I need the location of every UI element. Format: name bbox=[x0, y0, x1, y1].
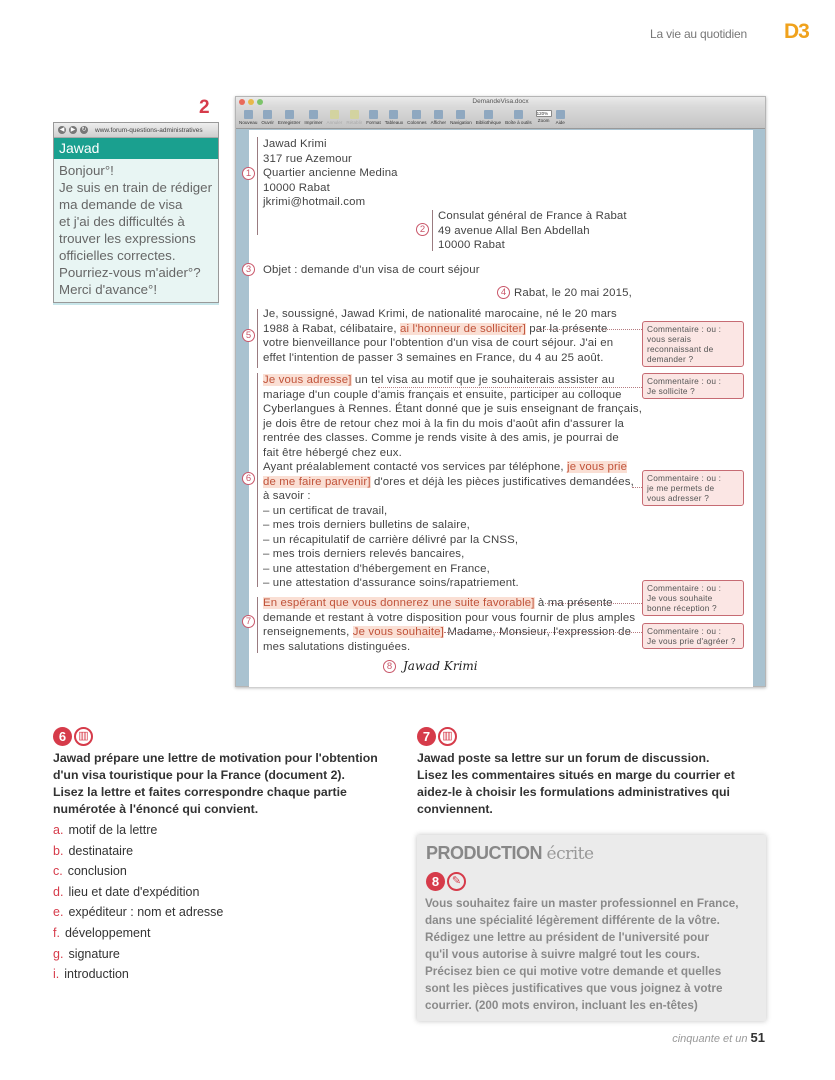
comment-line: reconnaissant de bbox=[647, 344, 714, 354]
instruction-line: conviennent. bbox=[417, 802, 493, 816]
instruction-line: Lisez la lettre et faites correspondre chaque partie bbox=[53, 785, 347, 799]
exercise-6-list bbox=[53, 823, 223, 988]
comment-connector bbox=[378, 387, 642, 388]
part-marker-5: 5 bbox=[242, 329, 255, 342]
item-letter: a. bbox=[53, 823, 64, 837]
toolbar-icon bbox=[556, 110, 565, 119]
toolbar-button-colonnes[interactable] bbox=[407, 108, 426, 128]
letter-subject: Objet : demande d'un visa de court séjour bbox=[263, 264, 480, 276]
toolbar-label: Format bbox=[366, 120, 381, 125]
toolbar-icon bbox=[484, 110, 493, 119]
message-line: et j'ai des difficultés à bbox=[59, 214, 185, 229]
item-text: expéditeur : nom et adresse bbox=[68, 905, 224, 920]
comment-bubble[interactable] bbox=[642, 321, 744, 367]
comment-line: Commentaire : ou : bbox=[647, 376, 722, 386]
toolbar-button-annuler[interactable] bbox=[327, 108, 343, 128]
letter-line: 10000 Rabat bbox=[438, 239, 505, 251]
book-icon: ▥ bbox=[74, 727, 93, 746]
exercise-7-instructions bbox=[417, 750, 735, 818]
instruction-line: aidez-le à choisir les formulations administratives qui bbox=[417, 785, 730, 799]
part-marker-2: 2 bbox=[416, 223, 429, 236]
text-segment: – une attestation d'hébergement en France, bbox=[263, 562, 490, 575]
letter-line bbox=[263, 518, 470, 533]
text-segment: par la présente bbox=[525, 322, 608, 335]
production-instructions bbox=[425, 895, 738, 1014]
toolbar-icon bbox=[369, 110, 378, 119]
toolbar-icon bbox=[456, 110, 465, 119]
text-segment: – une attestation d'assurance soins/rapatriement. bbox=[263, 577, 519, 589]
instruction-line: courrier. (200 mots environ, incluant les en-têtes) bbox=[425, 999, 698, 1012]
comment-line: Commentaire : ou : bbox=[647, 626, 722, 636]
instruction-line: sont les pièces justificatives que vous joignez à votre bbox=[425, 982, 723, 995]
toolbar-icon bbox=[330, 110, 339, 119]
text-segment: d'ores et déjà les pièces justificatives demandées, bbox=[370, 475, 634, 488]
production-box bbox=[417, 835, 766, 1021]
comment-bubble[interactable] bbox=[642, 373, 744, 399]
comment-line: Je vous prie d'agréer ? bbox=[647, 636, 736, 646]
text-segment: Cyberlangues à Rennes. Étant donné que je suis enseignant de français, bbox=[263, 403, 643, 415]
comment-line: vous adresser ? bbox=[647, 493, 710, 503]
item-text: lieu et date d'expédition bbox=[68, 884, 200, 899]
text-segment: mariage d'un couple d'amis français et ensuite, participer au colloque bbox=[263, 388, 622, 401]
url-field[interactable]: www.forum-questions-administratives bbox=[95, 126, 203, 134]
text-segment: Ayant préalablement contacté vos services par téléphone, bbox=[263, 461, 568, 473]
message-line: officielles correctes. bbox=[59, 248, 176, 263]
toolbar-label: Colonnes bbox=[407, 120, 427, 125]
book-icon: ▥ bbox=[438, 727, 457, 746]
text-segment: effet l'intention de passer 3 semaines en France, du 4 au 25 août. bbox=[263, 351, 604, 364]
highlighted-phrase: de me faire parvenir ] bbox=[263, 476, 371, 488]
production-subtitle: écrite bbox=[546, 844, 594, 864]
toolbar-button-imprimer[interactable] bbox=[304, 108, 322, 128]
comment-connector bbox=[545, 603, 642, 604]
toolbar-button-tableaux[interactable] bbox=[385, 108, 403, 128]
toolbar-label: Aide bbox=[555, 120, 565, 125]
message-line: trouver les expressions bbox=[59, 231, 196, 246]
text-segment: Madame, Monsieur, l'expression de bbox=[444, 626, 632, 638]
item-letter: f. bbox=[53, 925, 60, 940]
toolbar-button-zoom[interactable] bbox=[536, 108, 552, 128]
part-marker-4: 4 bbox=[497, 286, 510, 299]
toolbar-button-navigation[interactable] bbox=[450, 108, 472, 128]
list-item bbox=[53, 823, 223, 844]
text-segment: à savoir : bbox=[263, 490, 311, 502]
instruction-line: Précisez bien ce qui motive votre demande et quelles bbox=[425, 965, 722, 978]
instruction-line: dans une spécialité légèrement différente de la vôtre. bbox=[425, 914, 720, 927]
toolbar-label: Ouvrir bbox=[261, 120, 274, 125]
toolbar-button-boîte-à-outils[interactable] bbox=[505, 108, 532, 128]
item-letter: c. bbox=[53, 864, 63, 879]
letter-line bbox=[263, 576, 519, 591]
text-segment: un tel visa au motif que je souhaiterais assister au bbox=[351, 374, 615, 386]
letter-line: 49 avenue Allal Ben Abdellah bbox=[438, 224, 590, 237]
comment-line: Je sollicite ? bbox=[647, 386, 695, 396]
page-footer bbox=[672, 1030, 765, 1045]
item-text: motif de la lettre bbox=[68, 823, 158, 837]
exercise-6-instructions bbox=[53, 750, 378, 818]
part-marker-7: 7 bbox=[242, 615, 255, 628]
comment-line: demander ? bbox=[647, 354, 694, 364]
back-icon[interactable]: ◀ bbox=[59, 127, 65, 133]
toolbar-label: Afficher bbox=[430, 120, 447, 125]
reload-icon[interactable]: ↻ bbox=[81, 127, 87, 133]
section-title: La vie au quotidien bbox=[650, 27, 747, 41]
highlighted-phrase: je vous prie bbox=[567, 461, 628, 473]
part-marker-8: 8 bbox=[383, 660, 396, 673]
toolbar bbox=[236, 108, 765, 129]
letter-line bbox=[263, 489, 311, 504]
letter-line bbox=[263, 307, 617, 322]
highlighted-phrase: En espérant que vous donnerez une suite favorable ] bbox=[263, 597, 535, 609]
instruction-line: Lisez les commentaires situés en marge du courrier et bbox=[417, 768, 735, 782]
letter-line bbox=[263, 504, 387, 519]
exercise-number-badge: 6 bbox=[53, 727, 72, 746]
list-item bbox=[53, 885, 223, 906]
part-bracket bbox=[432, 210, 433, 251]
forum-post bbox=[53, 122, 219, 303]
toolbar-icon bbox=[309, 110, 318, 119]
comment-bubble[interactable] bbox=[642, 623, 744, 649]
comment-connector bbox=[632, 487, 642, 488]
item-letter: g. bbox=[53, 946, 64, 961]
toolbar-button-afficher[interactable] bbox=[431, 108, 447, 128]
toolbar-label: Zoom bbox=[537, 118, 550, 123]
item-text: introduction bbox=[64, 967, 129, 982]
exercise-number-badge: 8 bbox=[426, 872, 445, 891]
part-marker-6: 6 bbox=[242, 472, 255, 485]
toolbar-button-bibliothèque[interactable] bbox=[476, 108, 501, 128]
document-page[interactable] bbox=[245, 130, 753, 687]
text-segment: 1988 à Rabat, célibataire, bbox=[263, 322, 401, 335]
instruction-line: d'un visa touristique pour la France (document 2). bbox=[53, 768, 345, 782]
toolbar-icon bbox=[434, 110, 443, 119]
comment-bubble[interactable] bbox=[642, 580, 744, 616]
text-segment: renseignements, bbox=[263, 626, 353, 638]
highlighted-phrase: ai l'honneur de solliciter ] bbox=[400, 323, 526, 335]
unit-label: D3 bbox=[784, 20, 809, 43]
toolbar-button-enregistrer[interactable] bbox=[278, 108, 300, 128]
toolbar-icon bbox=[412, 110, 421, 119]
zoom-field: 120% bbox=[536, 110, 552, 117]
letter-line bbox=[263, 475, 634, 490]
part-bracket bbox=[257, 597, 258, 653]
text-segment: demande et restant à votre disposition pour vous fournir de plus amples bbox=[263, 611, 636, 624]
comment-connector bbox=[536, 329, 642, 330]
item-letter: d. bbox=[53, 884, 64, 899]
part-bracket bbox=[257, 309, 258, 368]
message-line: ma demande de visa bbox=[59, 197, 183, 212]
toolbar-label: Nouveau bbox=[239, 120, 258, 125]
text-segment: fait être hébergé chez eux. bbox=[263, 446, 402, 459]
toolbar-label: Annuler bbox=[326, 120, 343, 125]
pen-icon: ✎ bbox=[447, 872, 466, 891]
list-item bbox=[53, 844, 223, 865]
page-words: cinquante et un bbox=[672, 1033, 748, 1045]
letter-line bbox=[263, 373, 615, 388]
signature: Jawad Krimi bbox=[403, 659, 478, 673]
item-text: signature bbox=[68, 946, 120, 961]
message-line: Pourriez-vous m'aider°? bbox=[59, 265, 201, 280]
text-segment: mes salutations distinguées. bbox=[263, 640, 411, 653]
toolbar-label: Imprimer bbox=[304, 120, 323, 125]
toolbar-label: Rétablir bbox=[346, 120, 363, 125]
toolbar-icon bbox=[263, 110, 272, 119]
letter-line bbox=[263, 446, 402, 461]
toolbar-icon bbox=[389, 110, 398, 119]
instruction-line: Rédigez une lettre au président de l'université pour bbox=[425, 931, 709, 944]
title-bar bbox=[236, 97, 765, 108]
text-segment: – un certificat de travail, bbox=[263, 504, 388, 517]
part-marker-3: 3 bbox=[242, 263, 255, 276]
forward-icon[interactable]: ▶ bbox=[70, 127, 76, 133]
letter-line bbox=[263, 547, 464, 562]
instruction-line: Vous souhaitez faire un master professionnel en France, bbox=[425, 897, 739, 910]
window-title: DemandeVisa.docx bbox=[472, 98, 529, 105]
toolbar-button-ouvrir[interactable] bbox=[261, 108, 274, 128]
text-segment: – un récapitulatif de carrière délivré par la CNSS, bbox=[263, 533, 519, 546]
comment-connector bbox=[444, 632, 642, 633]
letter-line bbox=[263, 533, 518, 548]
item-letter: i. bbox=[53, 967, 60, 982]
letter-line bbox=[263, 562, 490, 577]
toolbar-button-format[interactable] bbox=[366, 108, 381, 128]
letter-line bbox=[263, 417, 624, 432]
message-line: Merci d'avance°! bbox=[59, 282, 158, 297]
comment-line: Commentaire : ou : bbox=[647, 473, 722, 483]
text-segment: Je, soussigné, Jawad Krimi, de nationalité marocaine, né le 20 mars bbox=[263, 308, 617, 320]
letter-line bbox=[263, 460, 627, 475]
toolbar-label: Navigation bbox=[450, 120, 472, 125]
production-title: PRODUCTION écrite bbox=[426, 843, 594, 864]
part-bracket bbox=[257, 137, 258, 235]
comment-bubble[interactable] bbox=[642, 470, 744, 506]
document-number: 2 bbox=[199, 97, 210, 118]
exercise-number-badge: 7 bbox=[417, 727, 436, 746]
letter-date: Rabat, le 20 mai 2015, bbox=[514, 287, 632, 299]
item-text: destinataire bbox=[68, 843, 134, 858]
instruction-line: Jawad poste sa lettre sur un forum de discussion. bbox=[417, 751, 710, 765]
text-segment: je dois être de retour chez moi à la fin du mois d'août afin d'assurer la bbox=[263, 417, 625, 430]
letter-line bbox=[263, 388, 622, 403]
letter-line bbox=[263, 640, 410, 655]
toolbar-label: Enregistrer bbox=[277, 120, 301, 125]
toolbar-label: Bibliothèque bbox=[475, 120, 502, 125]
toolbar-icon bbox=[350, 110, 359, 119]
list-item bbox=[53, 967, 223, 988]
toolbar-icon bbox=[244, 110, 253, 119]
comment-line: Je vous souhaite bbox=[647, 593, 713, 603]
list-item bbox=[53, 947, 223, 968]
part-marker-1: 1 bbox=[242, 167, 255, 180]
text-segment: – mes trois derniers bulletins de salaire, bbox=[263, 519, 470, 531]
item-letter: b. bbox=[53, 843, 64, 858]
item-text: développement bbox=[64, 925, 151, 940]
item-text: conclusion bbox=[67, 864, 127, 879]
item-letter: e. bbox=[53, 905, 64, 920]
comment-line: Commentaire : ou : bbox=[647, 324, 722, 334]
post-message bbox=[54, 159, 218, 301]
toolbar-icon bbox=[514, 110, 523, 119]
letter-line: Quartier ancienne Medina bbox=[263, 167, 398, 179]
letter-line bbox=[263, 611, 635, 626]
message-line: Je suis en train de rédiger bbox=[59, 180, 212, 195]
list-item bbox=[53, 864, 223, 885]
letter-line: jkrimi@hotmail.com bbox=[263, 196, 366, 208]
toolbar-button-aide[interactable] bbox=[556, 108, 565, 128]
toolbar-label: Tableaux bbox=[384, 120, 404, 125]
page-number: 51 bbox=[750, 1030, 765, 1045]
list-item bbox=[53, 905, 223, 926]
text-segment: à ma présente bbox=[534, 597, 613, 609]
comment-line: bonne réception ? bbox=[647, 603, 717, 613]
message-line: Bonjour°! bbox=[59, 163, 114, 178]
comment-line: vous serais bbox=[647, 334, 692, 344]
post-author: Jawad bbox=[54, 138, 218, 159]
highlighted-phrase: Je vous adresse ] bbox=[263, 374, 352, 386]
comment-line: Commentaire : ou : bbox=[647, 583, 722, 593]
letter-line: Jawad Krimi bbox=[263, 138, 327, 150]
list-item bbox=[53, 926, 223, 947]
instruction-line: Jawad prépare une lettre de motivation pour l'obtention bbox=[53, 751, 378, 765]
letter-line bbox=[263, 351, 604, 366]
word-processor-window bbox=[235, 96, 766, 687]
instruction-line: qu'il vous autorise à suivre malgré tout les cours. bbox=[425, 948, 700, 961]
text-segment: votre bienveillance pour l'obtention d'un visa de court séjour. J'ai en bbox=[263, 337, 614, 349]
comment-line: je me permets de bbox=[647, 483, 715, 493]
letter-line bbox=[263, 402, 642, 417]
toolbar-icon bbox=[285, 110, 294, 119]
toolbar-button-rétablir[interactable] bbox=[346, 108, 362, 128]
text-segment: – mes trois derniers relevés bancaires, bbox=[263, 548, 465, 560]
text-segment: rentrée des classes. Comme je rends visite à des amis, je pourrai de bbox=[263, 432, 619, 444]
toolbar-button-nouveau[interactable] bbox=[239, 108, 257, 128]
highlighted-phrase: Je vous souhaite ] bbox=[353, 626, 444, 638]
letter-line: 10000 Rabat bbox=[263, 181, 330, 194]
browser-bar bbox=[54, 123, 218, 138]
letter-line bbox=[263, 431, 619, 446]
letter-line bbox=[263, 336, 613, 351]
letter-line: Consulat général de France à Rabat bbox=[438, 210, 627, 222]
letter-line: 317 rue Azemour bbox=[263, 152, 352, 165]
part-bracket bbox=[257, 373, 258, 587]
toolbar-label: Boîte à outils bbox=[505, 120, 532, 125]
instruction-line: numérotée à l'énoncé qui convient. bbox=[53, 802, 259, 816]
